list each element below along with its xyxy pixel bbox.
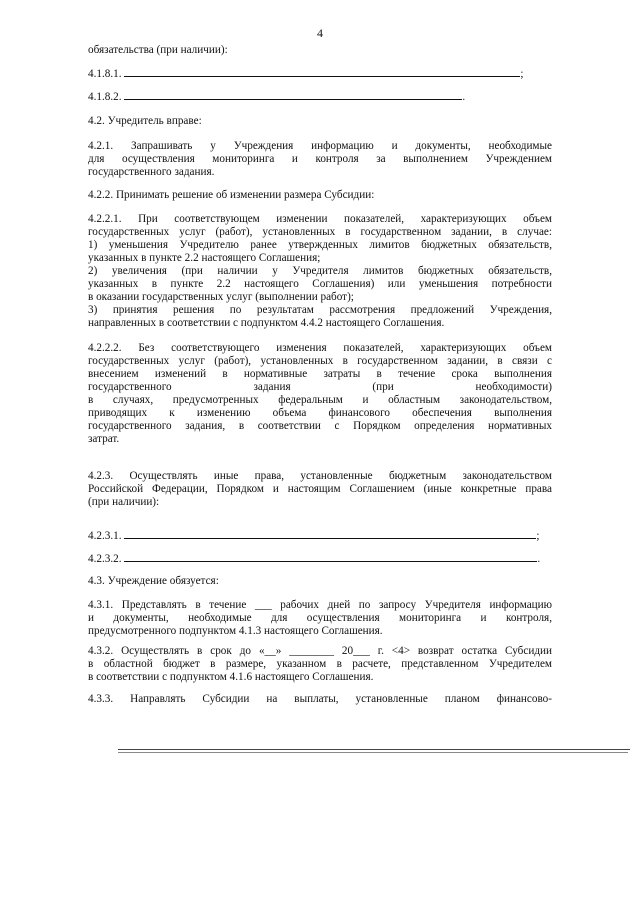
- text-line: в случаях, предусмотренных федеральным и областным законодательством,: [88, 394, 552, 406]
- text-line: 4.3.2. Осуществлять в срок до «__» ________ 20___ г. <4> возврат остатка Субсидии: [88, 645, 552, 657]
- text-line: в соответствии с подпунктом 4.1.6 настоящего Соглашения.: [88, 671, 374, 683]
- text-line: обязательства (при наличии):: [88, 44, 228, 56]
- text-line: 4.2.1. Запрашивать у Учреждения информацию и документы, необходимые: [88, 140, 552, 152]
- text-line: 4.2.2. Принимать решение об изменении размера Субсидии:: [88, 189, 375, 201]
- text-line: 4.2.3. Осуществлять иные права, установленные бюджетным законодательством: [88, 470, 552, 482]
- text-line: направленных в соответствии с подпунктом 4.4.2 настоящего Соглашения.: [88, 317, 445, 329]
- text-line: (при наличии):: [88, 496, 160, 508]
- text-line: указанных в пункте 2.2 настоящего Соглашения) или уменьшения потребности: [88, 278, 552, 290]
- clause-number: 4.2.3.2.: [88, 553, 125, 565]
- text-line: для осуществления мониторинга и контроля за выполнением Учреждением: [88, 153, 552, 165]
- punctuation: ;: [536, 530, 540, 542]
- footnote-separator-shadow: [118, 752, 628, 753]
- section-heading: 4.2. Учредитель вправе:: [88, 115, 202, 127]
- clause-number: 4.1.8.2.: [88, 91, 125, 103]
- text-line: 4.3.3. Направлять Субсидии на выплаты, установленные планом финансово-: [88, 693, 552, 705]
- numbered-blank-line: [88, 67, 552, 81]
- text-line: государственных услуг (работ), установленных в государственном задании, в связи с: [88, 355, 552, 367]
- text-line: 1) уменьшения Учредителю ранее утвержденных лимитов бюджетных обязательств,: [88, 239, 552, 251]
- punctuation: .: [462, 91, 466, 103]
- text-line: 3) принятия решения по результатам рассмотрения предложений Учреждения,: [88, 304, 552, 316]
- text-line: 4.3.1. Представлять в течение ___ рабочих дней по запросу Учредителя информацию: [88, 599, 552, 611]
- blank-fill-line: [124, 67, 520, 77]
- text-line: и документы, необходимые для осуществления мониторинга и контроля,: [88, 612, 552, 624]
- text-line: 2) увеличения (при наличии у Учредителя лимитов бюджетных обязательств,: [88, 265, 552, 277]
- text-line: указанных в пункте 2.2 настоящего Соглашения;: [88, 252, 321, 264]
- text-line: затрат.: [88, 433, 120, 445]
- text-line: внесением изменений в нормативные затраты в течение срока выполнения: [88, 368, 552, 380]
- blank-fill-line: [124, 90, 462, 100]
- punctuation: .: [537, 553, 541, 565]
- footnote-separator: [118, 749, 630, 750]
- text-line: приводящих к изменению объема финансового обеспечения выполнения: [88, 407, 552, 419]
- numbered-blank-line: [88, 90, 552, 104]
- punctuation: ;: [520, 68, 524, 80]
- numbered-blank-line: [88, 529, 552, 543]
- clause-number: 4.1.8.1.: [88, 68, 125, 80]
- text-line: 4.2.2.1. При соответствующем изменении показателей, характеризующих объем: [88, 213, 552, 225]
- clause-number: 4.2.3.1.: [88, 530, 125, 542]
- text-line: государственных услуг (работ), установленных в государственном задании, в случае:: [88, 226, 552, 238]
- text-line: государственного задания (при необходимости): [88, 381, 552, 393]
- text-line: предусмотренного подпунктом 4.1.3 настоящего Соглашения.: [88, 625, 383, 637]
- section-heading: 4.3. Учреждение обязуется:: [88, 575, 219, 587]
- text-line: в оказании государственных услуг (выполнении работ);: [88, 291, 354, 303]
- text-line: 4.2.2.2. Без соответствующего изменения показателей, характеризующих объем: [88, 342, 552, 354]
- numbered-blank-line: [88, 552, 552, 566]
- text-line: Российской Федерации, Порядком и настоящим Соглашением (иные конкретные права: [88, 483, 552, 495]
- text-line: государственного задания, в соответствии с Порядком определения нормативных: [88, 420, 552, 432]
- text-line: государственного задания.: [88, 166, 215, 178]
- blank-fill-line: [124, 529, 536, 539]
- page-number: 4: [317, 26, 323, 40]
- text-line: в областной бюджет в размере, указанном в расчете, представленном Учредителем: [88, 658, 552, 670]
- blank-fill-line: [124, 552, 537, 562]
